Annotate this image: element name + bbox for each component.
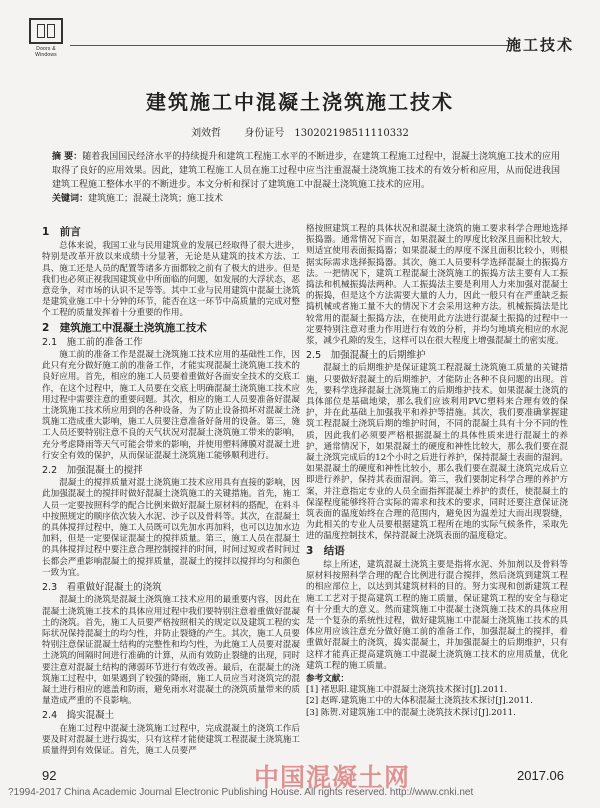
author-line [0, 124, 600, 139]
page-number: 92 [42, 768, 57, 783]
copyright-line: ?1994-2017 China Academic Journal Electronic Publishing House. All rights reserved. http://www.cnki.net [8, 787, 474, 798]
paragraph: 混凝土的搅拌质量对混土浇筑施工技术应用具有直接的影响，因此加强混凝土的搅拌时做好混凝土浇筑施工的关键措施。首先，施工人员一定要按照科学的配合比例来做好混凝土原材料的搭配，在料斗中按照规定的顺序依次装入水泥、沙子以及骨料等。其次，在混凝土的具体搅拌过程中，施工人员既可以先加水再加料，也可以边加水边加料，但是一定要保证混凝土的搅拌质量。第三，施工人员在混凝土的具体搅拌过程中要注意合理控制搅拌的时间，时间过短或者时间过长都会严重影响混凝土的搅拌质量，混凝土的搅拌以搅拌均匀和颜色一致为宜。 [42, 478, 300, 578]
issue-date: 2017.06 [517, 768, 564, 783]
paragraph: 施工前的准备工作是混凝土浇筑施工技术应用的基础性工作，因此只有充分做好施工前的准备工作，才能实现混凝土浇筑施工技术的良好应用。首先，相应的施工人员要着重做好各面安全技术的交底工作，在这个过程中，施工人员要在交底上明确混凝土浇筑施工技术应用过程中需要注意的重要问题。其次，相应的施工人员要准备好混凝土浇筑施工技术所应用到的各种设备，为了防止设备损坏对混凝土浇筑施工造成重大影响，施工人员要注意准备好备用的设备。第三，施工人员还要特别注意不良的天气状况对混凝土浇筑施工带来的影响，充分考虑降雨等天气可能会带来的影响，并使用塑料薄膜对混凝土进行安全有效的保护，从而保证混凝土浇筑施工能够顺利进行。 [42, 350, 300, 461]
logo-text: Doors & Windows [35, 46, 57, 58]
abstract-block [52, 150, 560, 206]
reference-item: [2] 赵晖.建筑施工中的大体积混凝土浇筑技术探讨[J].2011. [306, 696, 533, 707]
watermark: 中国混凝土网 [254, 763, 411, 792]
reference-item: [3] 陈贺.对建筑施工中的混凝土浇筑技术探讨[J].2011. [306, 707, 516, 718]
id-label: 身份证号 [244, 128, 285, 139]
reference-item: [1] 褚思阳.建筑施工中混凝土浇筑技术探讨[J].2011. [306, 685, 508, 696]
author-name: 刘效哲 [191, 128, 222, 139]
journal-logo [28, 18, 64, 58]
keywords-text: 建筑施工；混凝土浇筑；施工技术 [88, 194, 224, 204]
paragraph: 格按照建筑工程的具体状况和混凝土浇筑的施工要求科学合理地选择振捣器。通常情况下而言，如果混凝土的厚度比较深且面积比较大，则适宜使用表面振捣器；如果混凝土的厚度不深且面积比较小，则根据实际需求选择振捣器。其次，施工人员要科学选择混凝土的振捣方法。一把情况下，建筑工程混凝土浇筑施工的振捣方法主要有人工振捣法和机械振捣法两种。人工振捣法主要是利用人力来加强对混凝土的振捣，但是这个方法需要大量的人力，因此一般只有在严重缺乏振捣机械或者施工量不大的情况下才会采用这种方法。机械振捣法是比较常用的混凝土振捣方法，在使用此方法进行混凝土振捣的过程中一定要特别注意对重力作用进行有效的分析，并均匀地填充相应的水泥浆，减少孔隙的发生，这样可以在很大程度上增强混凝土的密实度。 [306, 224, 568, 347]
heading-section-2: 2 建筑施工中混凝土浇筑施工技术 [42, 321, 207, 334]
section-tag: 施工技术 [505, 36, 574, 54]
door-window-logo-icon [29, 18, 63, 44]
paragraph: 总体来说，我国工业与民用建筑业的发展已经取得了很大进步，特别是改革开放以来成绩十分显著，无论是从建筑的技术方法、工具、施工还是人员的配置等诸多方面都较之前有了极大的进步。但是我们也必须正视我国建筑业中所面临的问题，如发展的大浮状态，恶意竞争，对市场的认识不足等等。其中工业与民用建筑中混凝土浇筑是建筑业施工中十分钟的环节，能否在这一环节中高质量的完成对整个工程的质量发挥着十分重要的作用。 [42, 241, 300, 319]
abstract-text: 随着我国国民经济水平的持续提升和建筑工程施工水平的不断进步，在建筑工程施工过程中，混凝土浇筑施工技术的应用取得了良好的应用效果。因此，建筑工程施工人员在施工过程中应当注重混凝土浇筑施工技术的有效分析和应用，从而促进我国建筑工程施工整体水平的不断进步。本文分析和探讨了建筑施工中混凝土浇筑施工技术的应用。 [52, 152, 560, 190]
heading-introduction: 1 前言 [42, 226, 81, 238]
references-heading: 参考文献： [306, 673, 349, 684]
article-title: 建筑施工中混凝土浇筑施工技术 [146, 90, 454, 114]
paragraph: 综上所述，建筑混凝土浇筑主要是指将水泥、外加剂以及骨料等原材料按照科学合理的配合比例进行混合搅拌，然后浇筑到建筑工程的相应部位上，以达到其建筑材料的目的。努力实现和创新建筑工程施工工艺对于提高建筑工程的施工质量，保证建筑工程的安全与稳定有十分重大的意义。然而建筑施工中混凝土浇筑施工技术的具体应用是一个复杂的系统性过程，做好建筑施工中混凝土浇筑施工技术的具体应用应该注意充分做好施工前的准备工作，加强混凝土的搅拌，着重做好混凝土的浇筑，捣实混凝土，并加强混凝土的后期维护，只有这样才能真正提高建筑施工中混凝土浇筑施工技术的应用质量，优化建筑工程的施工质量。 [306, 559, 568, 671]
abstract-label: 摘 要： [52, 152, 83, 162]
keywords-label: 关键词： [52, 194, 89, 204]
left-column [42, 224, 300, 757]
heading-2-1: 2.1 施工前的准备工作 [42, 336, 143, 348]
paragraph: 在施工过程中混凝土浇筑施工过程中，完成混凝土的浇筑工作后要及时对混凝土进行捣实，只有这样才能使建筑工程混凝土浇筑施工质量得到有效保证。首先，施工人员要严 [42, 723, 300, 756]
abstract-paragraph [52, 150, 560, 192]
header-rule [70, 45, 510, 46]
paragraph: 混凝土的浇筑是混凝土浇筑施工技术应用的最重要内容，因此在混凝土浇筑施工技术的具体应用过程中我们要特别注意着重做好混凝土的浇筑。首先，施工人员要严格按照相关的规定以及建筑工程的实际状况保持混凝土的均匀性，并防止裂缝的产生。其次，施工人员要特别注意保证混凝土结构的完整性和均匀性，为此施工人员要对混凝土浇筑的间隔时间进行准确的计算，从而有效防止裂缝的出现，同时要注意对混凝土结构的薄弱环节进行有效改善。最后，在混凝土的浇筑施工过程中，如果遇到了较强的降雨，施工人员应当对浇筑完的混凝土进行相应的遮盖和防雨，避免雨水对混凝土的浇筑质量带来的质量造成严重的不良影响。 [42, 595, 300, 707]
heading-2-3: 2.3 看重做好混凝土的浇筑 [42, 582, 162, 594]
heading-2-4: 2.4 捣实混凝土 [42, 710, 115, 722]
heading-2-5: 2.5 加强混凝土的后期维护 [306, 350, 426, 362]
id-number: 130202198511110332 [294, 128, 409, 139]
right-column [306, 224, 568, 719]
keywords-line [52, 192, 560, 206]
paragraph: 混凝土的后期维护是保证建筑工程混凝土浇筑施工质量的关键措施，只要做好混凝土的后期维护，才能防止各种不良问题的出现。首先，要科学选择混凝土浇筑施工的后期维护技术。如果混凝土浇筑的具体部位是基础地梁，那么我们应该利用PVC塑料来合理有效的保护，并在此基础上加强我平和养护等措施。其次，我们要准确掌握建筑工程混凝土浇筑后期的维护时间，不同的混凝土具有十分不同的性质，因此我们必须要严格根据混凝土的具体性质来进行混凝土的养护，通常情况下，如果混凝土的硬度和神性比较大，那么我们要在混凝土浇筑完成后的12个小时之后进行养护，保持混凝土表面的湿润。如果混凝土的硬度和神性比较小，那么我们要在混凝土浇筑完成后立即进行养护，保持其表面湿润。第三，我们要制定科学合理的养护方案，并注意指定专业的人员全面指挥混凝土养护的责任，使混凝土的保湿程度能够终符合实际的需求和技术的要求，同时还要注意保证浇筑表面的温度始终在合理的范围内，避免因为温差过大而出现裂缝，为此相关的专业人员要根据建筑工程所在地的实际气候条件，采取先进的温度控制技术，保持混凝土浇筑表面的温度稳定。 [306, 363, 568, 542]
heading-conclusion: 3 结语 [306, 544, 345, 557]
heading-2-2: 2.2 加强混凝土的搅拌 [42, 465, 143, 477]
